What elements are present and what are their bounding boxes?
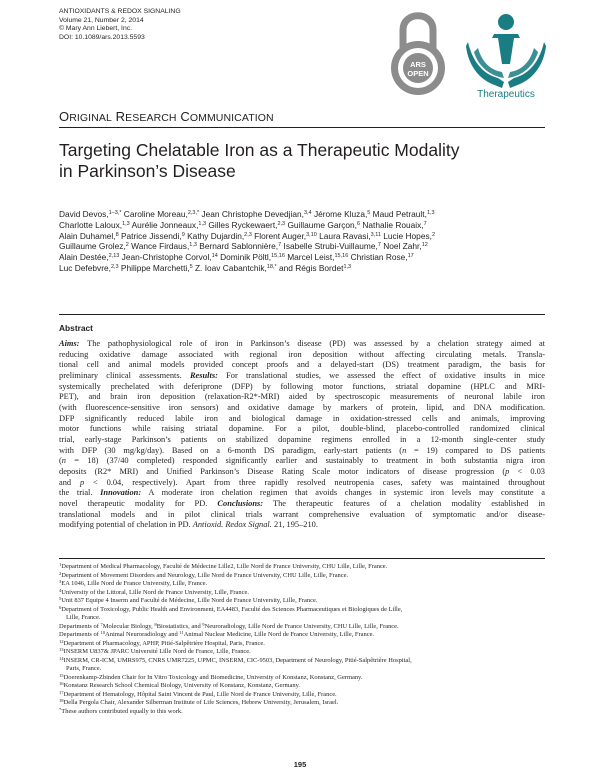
abstract-text: For translational studies, we assessed the effect of oxidative insults in mice — [217, 370, 545, 380]
author-name: Guillaume Grolez, — [59, 241, 126, 252]
abstract-line — [59, 456, 545, 467]
author-affiliation-marker: 2,3,* — [187, 210, 200, 216]
page-number: 195 — [293, 760, 307, 769]
abstract-text: with DFP (30 mg/kg/day). Based on a 6-month DS paradigm, early-start patients ( — [59, 445, 403, 455]
affiliation-marker: 3 — [59, 578, 62, 584]
affiliation-text: Departments of — [59, 622, 101, 630]
abstract-heading: Abstract — [59, 323, 93, 333]
ars-open-text-line2: OPEN — [407, 69, 429, 78]
therapeutics-logo — [464, 8, 548, 100]
abstract-line — [59, 371, 545, 382]
author-affiliation-marker: 3,11 — [370, 231, 381, 238]
affiliation-line — [59, 623, 545, 632]
therapeutics-label: Therapeutics — [477, 89, 535, 100]
affiliation-marker: 12 — [59, 638, 64, 644]
author-affiliation-marker: 5 — [367, 210, 371, 216]
author-affiliation-marker: 2,3 — [244, 231, 252, 238]
abstract-text: 21, 195–210. — [271, 520, 318, 530]
author-affiliation-marker: 15,16 — [271, 253, 285, 260]
affiliation-line — [59, 648, 545, 657]
title-line: Targeting Chelatable Iron as a Therapeutic Modality — [59, 140, 460, 160]
affiliation-line — [59, 580, 545, 589]
abstract-section-label: Aims: — [59, 339, 80, 348]
affiliation-marker: 14 — [59, 655, 64, 661]
author-affiliation-marker: 1,3 — [426, 210, 435, 216]
affiliation-text: These authors contributed equally to this work. — [61, 707, 183, 715]
person-icon — [492, 14, 520, 64]
affiliation-line — [59, 674, 545, 683]
abstract-text: The pathophysiological role of iron in Parkinson’s disease (PD) was assessed by a chelation strategy aimed at — [79, 339, 545, 348]
title-line: in Parkinson’s Disease — [59, 160, 236, 181]
author-affiliation-marker: 12 — [421, 242, 428, 249]
author-affiliation-marker: 1,3 — [122, 220, 130, 227]
author-name: Guillaume Garçon, — [285, 219, 358, 230]
abstract-text: novel therapeutic modality for PD. — [59, 498, 218, 508]
affiliation-text: INSERM U837& JPARC Université Lille Nord de France, Lille, France. — [63, 648, 251, 655]
abstract-line — [59, 382, 545, 393]
affiliation-text: Paris, France. — [66, 665, 102, 672]
abstract-text: ( — [59, 456, 62, 466]
author-name: Charlotte Laloux, — [59, 219, 123, 230]
author-affiliation-marker: 2,3 — [110, 263, 119, 270]
abstract-text: trial, early-stage Parkinson’s patients on stabilized dopamine regimens enrolled in a 12-month single-center study — [59, 434, 545, 444]
author-affiliation-marker: 18,* — [266, 263, 277, 270]
abstract-line — [59, 403, 545, 414]
affiliation-text: Department of Movement Disorders and Neurology, Lille Nord de France University, CHU Lille, Lille, France. — [61, 571, 349, 579]
abstract-line — [59, 446, 545, 457]
affiliation-text: INSERM, CR-ICM, UMRS975, CNRS UMR7225, UPMC, INSERM, CIC-9503, Department of Neurology, Pitié-Salpêtrière Hospital, — [63, 656, 412, 664]
abstract-section-label: Conclusions: — [217, 498, 264, 508]
abstract-italic-text: p — [505, 466, 510, 476]
author-affiliation-marker: 3,10 — [306, 231, 317, 238]
author-affiliation-marker: 1,3 — [198, 220, 207, 227]
author-affiliation-marker: 14 — [211, 253, 218, 260]
author-name: Kathy Dujardin, — [184, 230, 245, 241]
author-line — [59, 220, 559, 231]
abstract-line — [59, 414, 545, 425]
abstract-line — [59, 360, 545, 371]
abstract-text: = 18) (37/40 completed) responded significantly earlier and sustainably to treatment in both substantia nigra iron — [65, 456, 545, 466]
affiliation-text: University of the Littoral, Lille Nord de France University, Lille, France. — [61, 588, 249, 596]
affiliation-line — [59, 597, 545, 606]
abstract-italic-text: n — [61, 456, 66, 466]
author-affiliation-marker: 15,16 — [334, 253, 349, 260]
author-affiliation-marker: 1,3 — [343, 263, 352, 270]
author-line — [59, 209, 559, 220]
author-line — [59, 231, 559, 242]
journal-header — [59, 8, 359, 42]
journal-copyright: © Mary Ann Liebert, Inc. — [59, 25, 133, 33]
affiliation-text: Department of Medical Pharmacology, Faculté de Médecine Lille2, Lille Nord de France University, CHU Lille, Lille, France. — [61, 563, 388, 570]
abstract-text: preliminary clinical assessments. — [59, 370, 190, 380]
author-name: Lucie Hopes, — [380, 230, 432, 241]
author-affiliation-marker: 2 — [125, 242, 129, 249]
abstract-line — [59, 467, 545, 478]
abstract-text: reducing oxidative damage associated with regional iron deposition without affecting circulating metals. Transla- — [59, 349, 545, 359]
abstract-line — [59, 478, 545, 489]
affiliation-line — [59, 563, 545, 572]
abstract-text: motor functions while raising striatal dopamine. For a pilot, double-blind, placebo-controlled randomized clinical — [59, 424, 545, 434]
abstract-text: systemically prechelated with deferiprone (DFP) by following motor functions, striatal dopamine (HPLC and MRI- — [59, 381, 545, 391]
author-affiliation-marker: 1–3,* — [108, 210, 122, 216]
header-divider — [59, 127, 545, 128]
affiliation-marker: 10 — [100, 629, 106, 635]
affiliation-line — [59, 589, 545, 598]
author-name: Gilles Ryckewaert, — [206, 219, 278, 230]
affiliation-text: Konstanz Research School Chemical Biology, University of Konstanz, Konstanz, Germany. — [63, 682, 300, 689]
author-list — [59, 209, 559, 274]
author-name: Bernard Sablonnière, — [196, 241, 279, 252]
affiliation-text: Unit 837 Equipe 4 Inserm and Faculté de Médecine, Lille Nord de France University, Lille, France. — [61, 597, 318, 604]
abstract-section-label: Innovation: — [100, 488, 142, 498]
author-affiliation-marker: 2,3 — [277, 220, 286, 227]
article-title — [59, 140, 539, 181]
affiliation-text: Lille, France. — [66, 614, 101, 621]
affiliation-marker: 11 — [179, 629, 184, 635]
author-affiliation-marker: 2,13 — [108, 253, 120, 260]
affiliation-text: Animal Nuclear Medicine, Lille Nord de France University, Lille, France. — [183, 631, 375, 638]
affiliation-text: Biostatistics, and — [156, 622, 203, 630]
author-line — [59, 241, 559, 252]
article-category: ORIGINAL RESEARCH COMMUNICATION — [59, 109, 274, 124]
author-affiliation-marker: 2 — [431, 231, 436, 238]
affiliation-line — [59, 657, 545, 666]
abstract-line — [59, 488, 545, 499]
author-name: Philippe Marchetti, — [118, 262, 190, 273]
author-name: Wance Firdaus, — [128, 241, 190, 252]
abstract-text: tional cell and animal models provided concept proofs and a delayed-start (DS) treatment paradigm, the basis for — [59, 360, 545, 370]
affiliation-list — [59, 563, 545, 716]
abstract-top-divider — [59, 314, 545, 315]
abstract-text: the trial. — [59, 488, 101, 498]
author-name: Laura Ravasi, — [316, 230, 371, 241]
abstract-italic-text: n — [402, 445, 407, 455]
abstract-text: PET), and brain iron deposition (relaxation-R2*-MRI) aided by spectroscopic measurements of neuronal labile iron — [59, 392, 545, 402]
abstract-bottom-divider — [59, 558, 545, 559]
affiliation-marker: 16 — [59, 680, 64, 686]
author-affiliation-marker: 7 — [377, 242, 381, 249]
affiliation-text: Doerenkamp-Zbinden Chair for In Vitro Toxicology and Biomedicine, University of Konstanz, Konstanz, Germany. — [63, 673, 363, 681]
abstract-line — [59, 424, 545, 435]
abstract-line — [59, 339, 545, 350]
ars-open-logo — [389, 6, 447, 98]
author-name: Jean Christophe Devedjian, — [199, 209, 304, 219]
abstract-text: DFP significantly reduced labile iron and biological damage in oxidation-stressed cells and animals, improving — [59, 413, 545, 423]
author-name: Luc Defebvre, — [59, 262, 111, 273]
abstract-text: = 19) compared to DS patients — [406, 445, 545, 455]
author-name: Dominik Pöltl, — [217, 252, 272, 263]
abstract-text: The therapeutic features of a chelation modality established in — [263, 498, 545, 508]
affiliation-text: EA 1046, Lille Nord de France University, Lille, France. — [61, 580, 208, 587]
abstract-italic-text: Antioxid. Redox Signal. — [192, 520, 272, 530]
affiliation-line — [59, 682, 545, 691]
abstract-text: (with fluorescence-sensitive iron sensors) and oxidative damage by markers of protein, lipid, and DNA modification. — [59, 402, 545, 412]
affiliation-text: Della Pergola Chair, Alexander Silberman Institute of Life Sciences, Hebrew University, Jerusalem, Israel. — [63, 699, 339, 706]
affiliation-text: Department of Pharmacology, APHP, Pitié-Salpêtrière Hospital, Paris, France. — [63, 639, 265, 647]
author-name: Z. Ioav Cabantchik, — [192, 262, 267, 273]
author-name: Nathalie Rouaix, — [360, 219, 424, 230]
abstract-text: < 0.04, respectively). Apart from three rapidly resolved neutropenia cases, safety was maintained throughout — [84, 477, 545, 487]
affiliation-line — [59, 631, 545, 640]
affiliation-line — [59, 614, 545, 623]
affiliation-marker: 9 — [202, 621, 205, 627]
affiliation-line — [59, 640, 545, 649]
ars-open-text-line1: ARS — [410, 60, 426, 69]
author-name: Florent Auger, — [251, 230, 307, 241]
affiliation-marker: 13 — [59, 646, 64, 652]
author-name: Alain Duhamel, — [59, 230, 116, 241]
author-line — [59, 252, 559, 263]
abstract-text: modifying potential of chelation in PD. — [59, 520, 193, 530]
author-name: Jérome Kluza, — [311, 209, 368, 219]
affiliation-text: Departments of — [59, 631, 101, 638]
author-affiliation-marker: 6 — [357, 220, 361, 227]
affiliation-marker: 8 — [154, 621, 157, 627]
affiliation-line — [59, 606, 545, 615]
abstract-text: deposits (R2* MRI) and Unified Parkinson’s Disease Rating Scale motor indicators of disease progression ( — [59, 466, 506, 476]
abstract-line — [59, 510, 545, 521]
author-affiliation-marker: 17 — [407, 253, 414, 260]
abstract-text: < 0.03 — [509, 466, 545, 476]
affiliation-line — [59, 691, 545, 700]
author-name: Caroline Moreau, — [121, 209, 188, 219]
author-name: Alain Destée, — [59, 252, 109, 263]
author-affiliation-marker: 8 — [115, 231, 119, 238]
abstract-section-label: Results: — [189, 370, 218, 380]
affiliation-text: Department of Hematology, Hôpital Saint Vincent de Paul, Lille Nord de France University, Lille, France. — [63, 690, 337, 698]
affiliation-line — [59, 572, 545, 581]
author-name: David Devos, — [59, 209, 109, 219]
affiliation-marker: 5 — [59, 595, 62, 601]
affiliation-line — [59, 665, 545, 674]
journal-volume: Volume 21, Number 2, 2014 — [59, 16, 144, 24]
author-name: Christian Rose, — [348, 252, 408, 263]
author-line — [59, 263, 559, 274]
author-name: Noel Zahr, — [380, 241, 422, 252]
affiliation-marker: 2 — [59, 570, 62, 576]
affiliation-text: Department of Toxicology, Public Health and Environment, EA4483, Faculté des Sciences Pharmaceutiques et Biologiques de Lille, — [61, 605, 403, 613]
author-affiliation-marker: 5 — [189, 263, 193, 270]
author-name: Marcel Leist, — [284, 252, 335, 263]
affiliation-marker: 15 — [59, 672, 64, 678]
author-affiliation-marker: 1,3 — [189, 242, 197, 249]
affiliation-marker: 17 — [59, 689, 64, 695]
affiliation-marker: 7 — [100, 621, 103, 627]
abstract-line — [59, 520, 545, 531]
author-affiliation-marker: 7 — [423, 220, 427, 227]
author-affiliation-marker: 3,4 — [303, 210, 312, 216]
affiliation-marker: * — [59, 706, 62, 712]
abstract-text: A moderate iron chelation regimen that avoids changes in systemic iron levels may constitute a — [141, 488, 545, 498]
affiliation-line — [59, 699, 545, 708]
abstract-text: and — [59, 477, 80, 487]
journal-doi: DOI: 10.1089/ars.2013.5593 — [59, 33, 145, 41]
affiliation-line — [59, 708, 545, 717]
author-name: Jean-Christophe Corvol, — [119, 252, 212, 263]
journal-name: ANTIOXIDANTS & REDOX SIGNALING — [59, 8, 181, 15]
affiliation-text: Molecular Biology, — [102, 622, 155, 630]
affiliation-marker: 4 — [59, 587, 62, 593]
affiliation-marker: 1 — [59, 561, 62, 567]
author-name: Aurélie Jonneaux, — [129, 219, 199, 230]
author-name: Isabelle Strubi-Vuillaume, — [281, 241, 378, 252]
abstract-italic-text: p — [79, 477, 85, 487]
author-name: and Régis Bordet — [276, 262, 344, 273]
author-name: Maud Petrault, — [370, 209, 427, 219]
abstract-line — [59, 499, 545, 510]
author-affiliation-marker: 7 — [278, 242, 282, 249]
author-name: Patrice Jissendi, — [118, 230, 182, 241]
abstract-line — [59, 392, 545, 403]
affiliation-marker: 6 — [59, 604, 62, 610]
abstract-line — [59, 350, 545, 361]
affiliation-text: Neuroradiology, Lille Nord de France University, CHU Lille, Lille, France. — [204, 622, 399, 630]
abstract-line — [59, 435, 545, 446]
abstract-text: translational models and in pilot clinical trials warrant comprehensive evaluation of symptomatic and/or disease- — [59, 509, 545, 519]
affiliation-marker: 18 — [59, 697, 64, 703]
author-affiliation-marker: 9 — [181, 231, 185, 238]
affiliation-text: Animal Neuroradiology and — [105, 631, 180, 638]
abstract-body — [59, 339, 545, 531]
